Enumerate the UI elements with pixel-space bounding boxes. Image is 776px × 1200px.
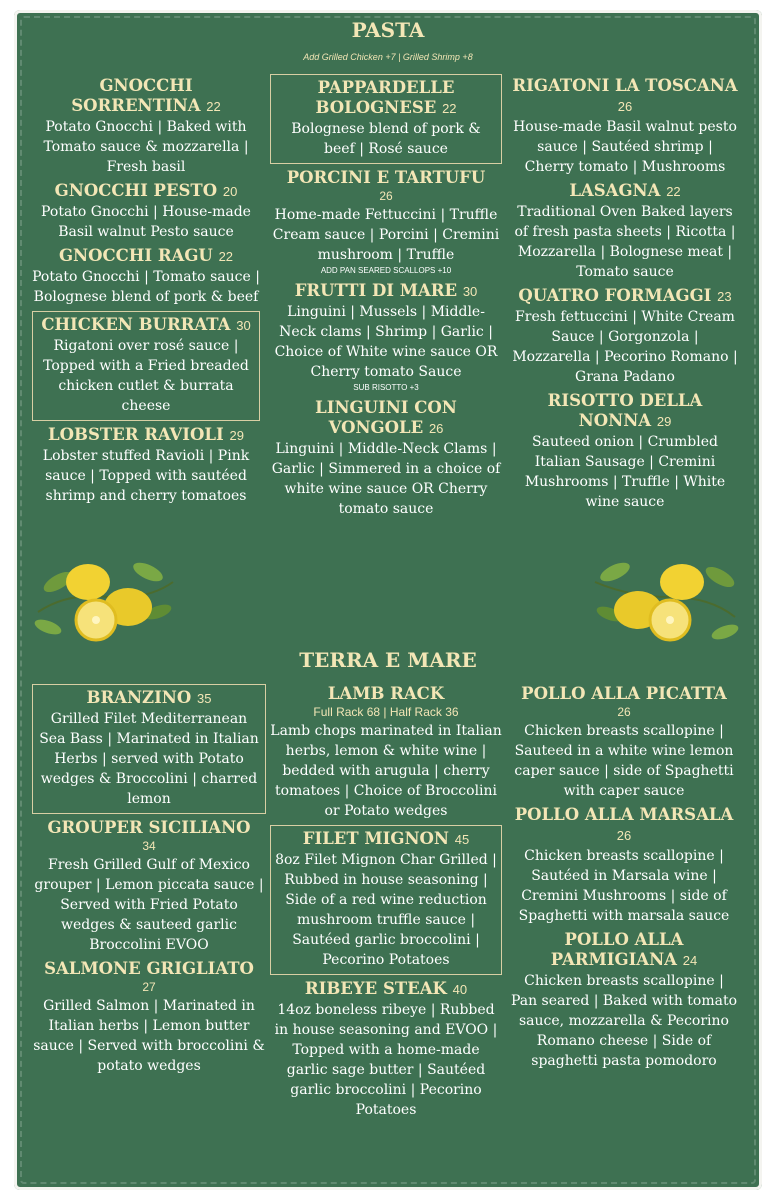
item-price: 29 — [229, 428, 244, 443]
pasta-section-title: PASTA — [351, 18, 425, 42]
item-description: Home-made Fettuccini | Truffle Cream sauce | Porcini | Cremini mushroom | Truffle — [272, 207, 500, 263]
item-name: SALMONE GRIGLIATO — [44, 959, 254, 978]
item-description: Traditional Oven Baked layers of fresh pasta sheets | Ricotta | Mozzarella | Bolognese meat | Tomato sauce — [514, 204, 736, 280]
item-price: 35 — [197, 691, 212, 706]
item-price: 26 — [617, 705, 631, 719]
item-description: Linguini | Mussels | Middle-Neck clams | Shrimp | Garlic | Choice of White wine sauce OR Cherry tomato Sauce — [274, 304, 498, 380]
item-price: 24 — [682, 953, 698, 968]
item-description: Potato Gnocchi | House-made Basil walnut Pesto sauce — [41, 204, 251, 240]
item-description: Bolognese blend of pork & beef | Rosé sauce — [291, 121, 481, 157]
item-price: Full Rack 68 | Half Rack 36 — [313, 705, 459, 719]
pasta-left-column — [32, 76, 260, 510]
item-name: PORCINI E TARTUFU — [286, 168, 486, 187]
menu-item — [32, 246, 260, 307]
item-price: 26 — [379, 189, 393, 203]
item-price: 30 — [236, 318, 251, 333]
item-description: 14oz boneless ribeye | Rubbed in house seasoning and EVOO | Topped with a home-made garlic sage butter | Sautéed garlic broccolini | Pecorino Potatoes — [274, 1002, 498, 1118]
item-name: PAPPARDELLE BOLOGNESE — [315, 78, 455, 117]
item-price: 30 — [462, 284, 478, 299]
menu-item — [512, 181, 738, 282]
menu-item — [510, 684, 738, 801]
menu-item-featured — [32, 311, 260, 421]
item-description: Lobster stuffed Ravioli | Pink sauce | Topped with sautéed shrimp and cherry tomatoes — [42, 448, 250, 504]
item-name: BRANZINO — [86, 688, 192, 707]
terra-section-title: TERRA E MARE — [299, 648, 477, 672]
item-price: 34 — [142, 839, 156, 853]
terra-middle-column — [270, 684, 502, 1124]
item-description: House-made Basil walnut pesto sauce | Sautéed shrimp | Cherry tomato | Mushrooms — [513, 119, 737, 175]
item-price: 22 — [206, 99, 221, 114]
item-name: GROUPER SICILIANO — [47, 818, 251, 837]
terra-right-column — [510, 684, 738, 1075]
item-name: GNOCCHI PESTO — [54, 181, 218, 200]
terra-left-column — [32, 684, 266, 1080]
item-price: 22 — [218, 249, 234, 264]
menu-item — [32, 425, 260, 506]
item-price: 20 — [222, 184, 238, 199]
item-description: Chicken breasts scallopine | Sauteed in a white wine lemon caper sauce | side of Spaghetti with caper sauce — [514, 723, 734, 799]
pasta-middle-column — [270, 74, 502, 523]
menu-item — [510, 805, 738, 926]
menu-item-featured — [270, 825, 502, 975]
menu-item — [512, 286, 738, 387]
item-description: Grilled Salmon | Marinated in Italian herbs | Lemon butter sauce | Served with broccolini & potato wedges — [33, 998, 265, 1074]
menu-item — [270, 684, 502, 821]
item-description: Potato Gnocchi | Tomato sauce | Bolognese blend of pork & beef — [32, 269, 260, 305]
menu-item — [270, 398, 502, 519]
item-description: Linguini | Middle-Neck Clams | Garlic | Simmered in a choice of white wine sauce OR Cherry tomato sauce — [271, 441, 501, 517]
menu-item — [270, 281, 502, 394]
pasta-right-column — [512, 76, 738, 516]
item-name: LASAGNA — [569, 181, 661, 200]
item-description: Potato Gnocchi | Baked with Tomato sauce & mozzarella | Fresh basil — [43, 119, 249, 175]
item-price: 26 — [617, 99, 633, 114]
item-price: 29 — [656, 414, 672, 429]
menu-item — [270, 168, 502, 277]
item-price: 22 — [666, 184, 681, 199]
item-name: LOBSTER RAVIOLI — [48, 425, 224, 444]
lemon-branch-icon — [28, 552, 178, 652]
item-price: 45 — [454, 832, 470, 847]
item-addon: SUB RISOTTO +3 — [353, 383, 419, 392]
item-name: RISOTTO DELLA NONNA — [547, 391, 703, 430]
menu-item — [32, 76, 260, 177]
item-name: GNOCCHI RAGU — [58, 246, 213, 265]
item-price: 26 — [616, 828, 632, 843]
item-price: 40 — [452, 982, 468, 997]
item-description: 8oz Filet Mignon Char Grilled | Rubbed in house seasoning | Side of a red wine reduction mushroom truffle sauce | Sautéed garlic broccolini | Pecorino Potatoes — [275, 852, 497, 968]
item-name: POLLO ALLA PARMIGIANA — [550, 930, 684, 969]
item-name: CHICKEN BURRATA — [41, 315, 231, 334]
item-name: FRUTTI DI MARE — [294, 281, 458, 300]
menu-item-featured — [270, 74, 502, 164]
menu-item — [32, 959, 266, 1076]
item-price: 26 — [428, 421, 444, 436]
item-description: Chicken breasts scallopine | Pan seared | Baked with tomato sauce, mozzarella & Pecorino Romano cheese | Side of spaghetti pasta pomodoro — [510, 973, 738, 1069]
item-price: 27 — [142, 980, 156, 994]
item-name: POLLO ALLA MARSALA — [514, 805, 734, 824]
item-name: RIGATONI LA TOSCANA — [512, 76, 738, 95]
menu-item — [510, 930, 738, 1071]
lemon-branch-icon — [590, 552, 740, 652]
item-name: LAMB RACK — [327, 684, 445, 703]
menu-item — [32, 181, 260, 242]
menu-item — [32, 818, 266, 955]
item-price: 22 — [442, 101, 457, 116]
menu-item-featured — [32, 684, 266, 814]
menu-item — [512, 391, 738, 512]
item-name: FILET MIGNON — [302, 829, 450, 848]
item-description: Chicken breasts scallopine | Sautéed in Marsala wine | Cremini Mushrooms | side of Spaghetti with marsala sauce — [518, 848, 730, 924]
item-name: LINGUINI CON VONGOLE — [315, 398, 457, 437]
menu-item — [270, 979, 502, 1120]
item-description: Rigatoni over rosé sauce | Topped with a Fried breaded chicken cutlet & burrata cheese — [43, 338, 249, 414]
item-description: Fresh Grilled Gulf of Mexico grouper | Lemon piccata sauce | Served with Fried Potato wedges & sauteed garlic Broccolini EVOO — [34, 857, 264, 953]
item-description: Grilled Filet Mediterranean Sea Bass | Marinated in Italian Herbs | served with Potato wedges & Broccolini | charred lemon — [39, 711, 259, 807]
item-name: QUATRO FORMAGGI — [518, 286, 712, 305]
item-description: Sauteed onion | Crumbled Italian Sausage | Cremini Mushrooms | Truffle | White wine sauce — [524, 434, 726, 510]
item-description: Lamb chops marinated in Italian herbs, lemon & white wine | bedded with arugula | cherry tomatoes | Choice of Broccolini or Potato wedges — [270, 723, 502, 819]
pasta-addon-note: Add Grilled Chicken +7 | Grilled Shrimp +8 — [303, 52, 473, 62]
item-name: GNOCCHI SORRENTINA — [71, 76, 201, 115]
item-price: 23 — [717, 289, 732, 304]
item-name: RIBEYE STEAK — [304, 979, 447, 998]
menu-item — [512, 76, 738, 177]
item-description: Fresh fettuccini | White Cream Sauce | Gorgonzola | Mozzarella | Pecorino Romano | Grana Padano — [512, 309, 738, 385]
item-addon: ADD PAN SEARED SCALLOPS +10 — [320, 266, 452, 275]
item-name: POLLO ALLA PICATTA — [521, 684, 727, 703]
